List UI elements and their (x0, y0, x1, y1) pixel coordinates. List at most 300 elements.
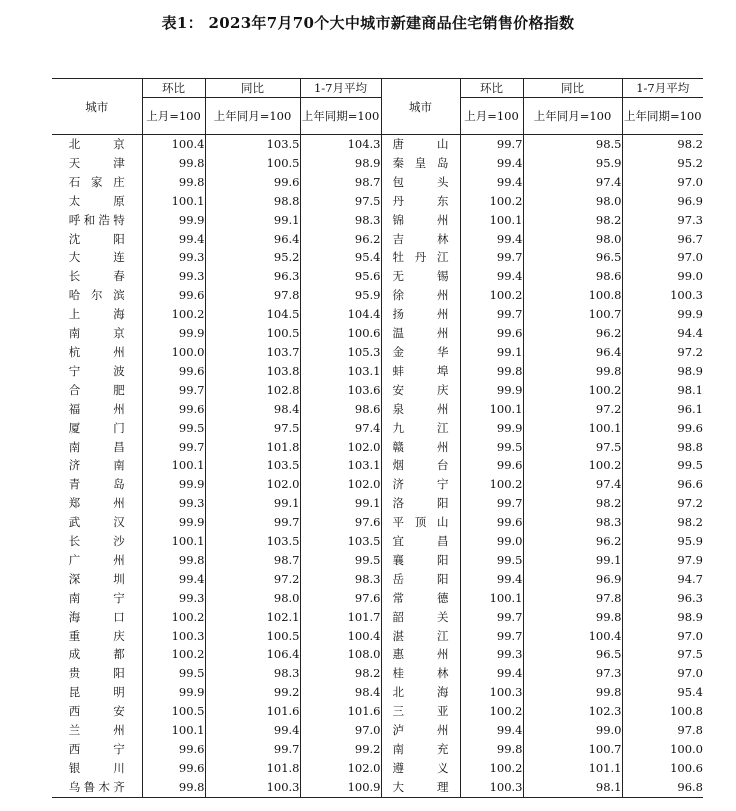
cell-mom-left: 99.3 (142, 589, 205, 608)
city-name: 上 海 (68, 307, 125, 322)
cell-yoy-right: 99.1 (523, 551, 622, 570)
cell-yoy-left: 102.0 (205, 475, 300, 494)
cell-avg-right: 99.6 (622, 419, 703, 438)
cell-city-left (52, 664, 142, 683)
table-row (52, 645, 703, 664)
cell-mom-left: 99.5 (142, 419, 205, 438)
header-yoy-base-right: 上年同月=100 (523, 98, 622, 135)
cell-city-left (52, 343, 142, 362)
cell-avg-right: 95.4 (622, 683, 703, 702)
city-name: 哈尔滨 (68, 288, 125, 303)
cell-city-left (52, 645, 142, 664)
cell-mom-left: 99.3 (142, 494, 205, 513)
cell-mom-right: 99.4 (460, 154, 523, 173)
table-row (52, 532, 703, 551)
cell-mom-right: 99.4 (460, 664, 523, 683)
cell-yoy-left: 99.6 (205, 173, 300, 192)
table-body (52, 135, 703, 798)
city-name: 吉 林 (392, 231, 449, 246)
cell-city-right (381, 305, 460, 324)
city-name: 大 连 (68, 250, 125, 265)
city-name: 福 州 (68, 401, 125, 416)
cell-avg-right: 97.0 (622, 248, 703, 267)
table-row (52, 154, 703, 173)
cell-city-right (381, 645, 460, 664)
header-yoy-right: 同比 (523, 79, 622, 98)
cell-yoy-left: 101.6 (205, 702, 300, 721)
table-row (52, 759, 703, 778)
cell-yoy-right: 96.2 (523, 324, 622, 343)
city-name: 沈 阳 (68, 231, 125, 246)
cell-mom-left: 99.6 (142, 740, 205, 759)
cell-mom-left: 99.8 (142, 778, 205, 797)
cell-avg-right: 97.9 (622, 551, 703, 570)
cell-mom-right: 99.9 (460, 381, 523, 400)
cell-avg-right: 97.0 (622, 664, 703, 683)
cell-yoy-left: 97.8 (205, 286, 300, 305)
header-city-right: 城市 (381, 79, 460, 135)
cell-avg-right: 96.3 (622, 589, 703, 608)
city-name: 遵 义 (392, 760, 449, 775)
table-row (52, 343, 703, 362)
cell-avg-left: 97.4 (300, 419, 381, 438)
cell-yoy-left: 103.5 (205, 532, 300, 551)
city-name: 九 江 (392, 420, 449, 435)
cell-yoy-right: 97.4 (523, 173, 622, 192)
cell-avg-right: 95.2 (622, 154, 703, 173)
city-name: 呼和浩特 (68, 212, 125, 227)
cell-mom-left: 99.9 (142, 513, 205, 532)
cell-avg-left: 98.4 (300, 683, 381, 702)
city-name: 兰 州 (68, 723, 125, 738)
cell-city-right (381, 286, 460, 305)
city-name: 贵 阳 (68, 666, 125, 681)
table-row (52, 267, 703, 286)
table-row (52, 608, 703, 627)
city-name: 湛 江 (392, 628, 449, 643)
page-title (0, 12, 736, 33)
cell-avg-left: 98.9 (300, 154, 381, 173)
city-name: 赣 州 (392, 439, 449, 454)
cell-city-left (52, 627, 142, 646)
cell-mom-right: 100.1 (460, 211, 523, 230)
cell-yoy-left: 100.5 (205, 154, 300, 173)
cell-avg-left: 108.0 (300, 645, 381, 664)
cell-yoy-right: 96.9 (523, 570, 622, 589)
cell-city-left (52, 381, 142, 400)
cell-mom-right: 99.5 (460, 551, 523, 570)
cell-city-right (381, 173, 460, 192)
cell-yoy-right: 95.9 (523, 154, 622, 173)
cell-city-right (381, 230, 460, 249)
header-avg-right: 1-7月平均 (622, 79, 703, 98)
cell-avg-left: 95.4 (300, 248, 381, 267)
cell-mom-left: 99.9 (142, 683, 205, 702)
city-name: 平顶山 (392, 515, 449, 530)
table-row (52, 513, 703, 532)
cell-yoy-left: 104.5 (205, 305, 300, 324)
cell-avg-left: 102.0 (300, 438, 381, 457)
cell-city-left (52, 570, 142, 589)
header-yoy-left: 同比 (205, 79, 300, 98)
cell-yoy-left: 99.7 (205, 740, 300, 759)
city-name: 襄 阳 (392, 552, 449, 567)
city-name: 金 华 (392, 344, 449, 359)
cell-mom-right: 99.1 (460, 343, 523, 362)
cell-yoy-right: 98.0 (523, 192, 622, 211)
cell-mom-left: 99.3 (142, 248, 205, 267)
cell-avg-right: 97.8 (622, 721, 703, 740)
city-name: 合 肥 (68, 382, 125, 397)
cell-yoy-right: 102.3 (523, 702, 622, 721)
cell-mom-right: 99.0 (460, 532, 523, 551)
cell-mom-right: 99.7 (460, 608, 523, 627)
cell-city-left (52, 230, 142, 249)
cell-avg-left: 96.2 (300, 230, 381, 249)
cell-yoy-left: 99.7 (205, 513, 300, 532)
cell-mom-left: 99.6 (142, 362, 205, 381)
cell-city-right (381, 400, 460, 419)
cell-mom-right: 99.9 (460, 419, 523, 438)
table-row (52, 248, 703, 267)
cell-city-right (381, 608, 460, 627)
cell-city-left (52, 589, 142, 608)
header-mom-base-right: 上月=100 (460, 98, 523, 135)
city-name: 青 岛 (68, 477, 125, 492)
cell-city-left (52, 173, 142, 192)
cell-mom-right: 100.3 (460, 683, 523, 702)
price-index-table (52, 78, 703, 798)
city-name: 韶 关 (392, 609, 449, 624)
cell-avg-right: 97.0 (622, 173, 703, 192)
cell-avg-left: 99.2 (300, 740, 381, 759)
cell-avg-right: 98.2 (622, 513, 703, 532)
cell-yoy-left: 106.4 (205, 645, 300, 664)
table-row (52, 135, 703, 154)
cell-avg-right: 97.3 (622, 211, 703, 230)
cell-yoy-left: 97.5 (205, 419, 300, 438)
cell-mom-left: 100.1 (142, 721, 205, 740)
cell-avg-left: 97.0 (300, 721, 381, 740)
cell-mom-right: 99.7 (460, 627, 523, 646)
cell-mom-left: 100.3 (142, 627, 205, 646)
city-name: 洛 阳 (392, 496, 449, 511)
cell-city-right (381, 324, 460, 343)
cell-mom-right: 99.6 (460, 456, 523, 475)
cell-city-left (52, 683, 142, 702)
cell-city-right (381, 475, 460, 494)
city-name: 长 春 (68, 269, 125, 284)
cell-mom-right: 99.6 (460, 513, 523, 532)
cell-city-left (52, 513, 142, 532)
cell-avg-left: 95.9 (300, 286, 381, 305)
cell-yoy-right: 97.3 (523, 664, 622, 683)
table-row (52, 400, 703, 419)
cell-city-right (381, 248, 460, 267)
cell-city-right (381, 362, 460, 381)
cell-avg-right: 96.8 (622, 778, 703, 797)
cell-yoy-right: 98.3 (523, 513, 622, 532)
city-name: 北 海 (392, 685, 449, 700)
cell-city-left (52, 305, 142, 324)
cell-avg-right: 94.4 (622, 324, 703, 343)
cell-yoy-right: 99.0 (523, 721, 622, 740)
cell-city-left (52, 248, 142, 267)
cell-yoy-left: 99.2 (205, 683, 300, 702)
table-row (52, 475, 703, 494)
cell-yoy-left: 101.8 (205, 759, 300, 778)
cell-city-left (52, 532, 142, 551)
cell-city-left (52, 286, 142, 305)
city-name: 徐 州 (392, 288, 449, 303)
cell-yoy-right: 97.2 (523, 400, 622, 419)
cell-mom-right: 100.2 (460, 475, 523, 494)
cell-mom-left: 99.7 (142, 438, 205, 457)
cell-avg-left: 102.0 (300, 759, 381, 778)
cell-mom-right: 99.5 (460, 438, 523, 457)
city-name: 武 汉 (68, 515, 125, 530)
cell-mom-right: 99.4 (460, 230, 523, 249)
city-name: 北 京 (68, 137, 125, 151)
cell-mom-left: 100.2 (142, 645, 205, 664)
cell-yoy-right: 98.2 (523, 211, 622, 230)
cell-city-right (381, 589, 460, 608)
header-city-left: 城市 (52, 79, 142, 135)
city-name: 长 沙 (68, 534, 125, 549)
city-name: 无 锡 (392, 269, 449, 284)
city-name: 济 南 (68, 458, 125, 473)
cell-yoy-left: 100.5 (205, 627, 300, 646)
cell-yoy-left: 103.8 (205, 362, 300, 381)
city-name: 唐 山 (392, 137, 449, 151)
city-name: 杭 州 (68, 344, 125, 359)
city-name: 厦 门 (68, 420, 125, 435)
city-name: 深 圳 (68, 571, 125, 586)
city-name: 大 理 (392, 779, 449, 794)
table-header (52, 79, 703, 135)
cell-avg-right: 98.2 (622, 135, 703, 154)
table-row (52, 324, 703, 343)
cell-yoy-left: 101.8 (205, 438, 300, 457)
cell-mom-right: 99.8 (460, 740, 523, 759)
cell-avg-left: 98.2 (300, 664, 381, 683)
cell-avg-left: 97.5 (300, 192, 381, 211)
cell-city-right (381, 570, 460, 589)
cell-avg-left: 98.7 (300, 173, 381, 192)
cell-yoy-left: 95.2 (205, 248, 300, 267)
cell-yoy-right: 100.1 (523, 419, 622, 438)
table-row (52, 494, 703, 513)
cell-city-right (381, 438, 460, 457)
cell-mom-left: 99.6 (142, 759, 205, 778)
table-row (52, 589, 703, 608)
cell-city-left (52, 778, 142, 797)
cell-mom-right: 99.4 (460, 173, 523, 192)
cell-avg-right: 99.0 (622, 267, 703, 286)
header-mom-base-left: 上月=100 (142, 98, 205, 135)
cell-mom-left: 99.9 (142, 211, 205, 230)
table-row (52, 627, 703, 646)
city-name: 成 都 (68, 647, 125, 662)
cell-city-left (52, 419, 142, 438)
city-name: 常 德 (392, 590, 449, 605)
cell-avg-right: 96.7 (622, 230, 703, 249)
cell-avg-right: 100.3 (622, 286, 703, 305)
city-name: 惠 州 (392, 647, 449, 662)
cell-yoy-left: 98.0 (205, 589, 300, 608)
cell-yoy-right: 99.8 (523, 683, 622, 702)
cell-yoy-left: 103.5 (205, 135, 300, 154)
cell-mom-right: 99.7 (460, 135, 523, 154)
cell-mom-right: 100.1 (460, 400, 523, 419)
cell-city-left (52, 740, 142, 759)
cell-mom-right: 99.7 (460, 248, 523, 267)
cell-city-right (381, 759, 460, 778)
cell-avg-left: 98.3 (300, 570, 381, 589)
cell-city-right (381, 135, 460, 154)
city-name: 泸 州 (392, 723, 449, 738)
cell-avg-right: 100.8 (622, 702, 703, 721)
cell-city-left (52, 211, 142, 230)
table-row (52, 551, 703, 570)
cell-yoy-right: 100.2 (523, 381, 622, 400)
cell-mom-left: 99.8 (142, 551, 205, 570)
cell-avg-left: 103.1 (300, 456, 381, 475)
table-row (52, 721, 703, 740)
city-name: 丹 东 (392, 193, 449, 208)
cell-mom-left: 99.6 (142, 286, 205, 305)
cell-city-right (381, 419, 460, 438)
header-avg-left: 1-7月平均 (300, 79, 381, 98)
cell-yoy-left: 102.8 (205, 381, 300, 400)
cell-avg-right: 99.5 (622, 456, 703, 475)
cell-yoy-right: 98.0 (523, 230, 622, 249)
cell-yoy-right: 98.2 (523, 494, 622, 513)
cell-avg-left: 100.6 (300, 324, 381, 343)
cell-city-right (381, 381, 460, 400)
city-name: 南 昌 (68, 439, 125, 454)
table-row (52, 419, 703, 438)
cell-mom-left: 100.1 (142, 532, 205, 551)
cell-avg-left: 101.7 (300, 608, 381, 627)
cell-avg-left: 98.3 (300, 211, 381, 230)
city-name: 银 川 (68, 760, 125, 775)
table-title: 表1： 2023年7月70个大中城市新建商品住宅销售价格指数 (161, 14, 575, 32)
cell-mom-left: 99.4 (142, 230, 205, 249)
cell-mom-left: 99.9 (142, 324, 205, 343)
city-name: 重 庆 (68, 628, 125, 643)
city-name: 安 庆 (392, 382, 449, 397)
cell-city-right (381, 456, 460, 475)
table-row (52, 740, 703, 759)
cell-avg-right: 99.9 (622, 305, 703, 324)
table-row (52, 192, 703, 211)
cell-yoy-right: 99.8 (523, 362, 622, 381)
cell-city-right (381, 192, 460, 211)
cell-mom-left: 99.4 (142, 570, 205, 589)
cell-yoy-right: 96.5 (523, 248, 622, 267)
city-name: 泉 州 (392, 401, 449, 416)
city-name: 三 亚 (392, 704, 449, 719)
cell-mom-left: 100.2 (142, 608, 205, 627)
cell-avg-right: 98.9 (622, 608, 703, 627)
cell-mom-right: 100.2 (460, 286, 523, 305)
cell-avg-right: 97.2 (622, 343, 703, 362)
cell-city-left (52, 324, 142, 343)
cell-avg-left: 95.6 (300, 267, 381, 286)
cell-yoy-right: 98.5 (523, 135, 622, 154)
cell-avg-right: 97.0 (622, 627, 703, 646)
cell-city-left (52, 267, 142, 286)
cell-avg-left: 99.1 (300, 494, 381, 513)
cell-yoy-left: 97.2 (205, 570, 300, 589)
cell-mom-right: 99.4 (460, 570, 523, 589)
cell-mom-left: 100.2 (142, 305, 205, 324)
cell-yoy-right: 100.8 (523, 286, 622, 305)
header-avg-base-right: 上年同期=100 (622, 98, 703, 135)
city-name: 济 宁 (392, 477, 449, 492)
cell-city-left (52, 475, 142, 494)
cell-mom-left: 99.7 (142, 381, 205, 400)
cell-avg-right: 98.8 (622, 438, 703, 457)
table-row (52, 362, 703, 381)
cell-mom-right: 100.2 (460, 759, 523, 778)
city-name: 南 京 (68, 326, 125, 341)
header-avg-base-left: 上年同期=100 (300, 98, 381, 135)
cell-city-right (381, 494, 460, 513)
city-name: 温 州 (392, 326, 449, 341)
cell-yoy-right: 97.5 (523, 438, 622, 457)
cell-city-right (381, 343, 460, 362)
cell-yoy-left: 102.1 (205, 608, 300, 627)
cell-yoy-left: 99.1 (205, 211, 300, 230)
cell-mom-right: 99.4 (460, 721, 523, 740)
header-mom-left: 环比 (142, 79, 205, 98)
city-name: 西 宁 (68, 742, 125, 756)
city-name: 岳 阳 (392, 571, 449, 586)
cell-mom-right: 99.7 (460, 494, 523, 513)
cell-avg-right: 100.6 (622, 759, 703, 778)
cell-yoy-left: 98.4 (205, 400, 300, 419)
cell-avg-left: 101.6 (300, 702, 381, 721)
cell-yoy-left: 100.5 (205, 324, 300, 343)
cell-city-left (52, 721, 142, 740)
cell-mom-left: 99.9 (142, 475, 205, 494)
cell-yoy-right: 99.8 (523, 608, 622, 627)
cell-city-right (381, 267, 460, 286)
cell-yoy-right: 97.8 (523, 589, 622, 608)
cell-city-left (52, 438, 142, 457)
cell-city-right (381, 551, 460, 570)
cell-city-right (381, 702, 460, 721)
table-row (52, 702, 703, 721)
city-name: 宜 昌 (392, 534, 449, 549)
city-name: 桂 林 (392, 666, 449, 681)
city-name: 蚌 埠 (392, 363, 449, 378)
cell-yoy-left: 96.4 (205, 230, 300, 249)
cell-city-left (52, 400, 142, 419)
cell-mom-left: 99.3 (142, 267, 205, 286)
cell-avg-right: 98.9 (622, 362, 703, 381)
city-name: 海 口 (68, 609, 125, 624)
cell-yoy-right: 97.4 (523, 475, 622, 494)
table-row (52, 173, 703, 192)
cell-city-right (381, 683, 460, 702)
table-row (52, 456, 703, 475)
cell-city-left (52, 192, 142, 211)
cell-city-right (381, 740, 460, 759)
cell-yoy-right: 98.1 (523, 778, 622, 797)
